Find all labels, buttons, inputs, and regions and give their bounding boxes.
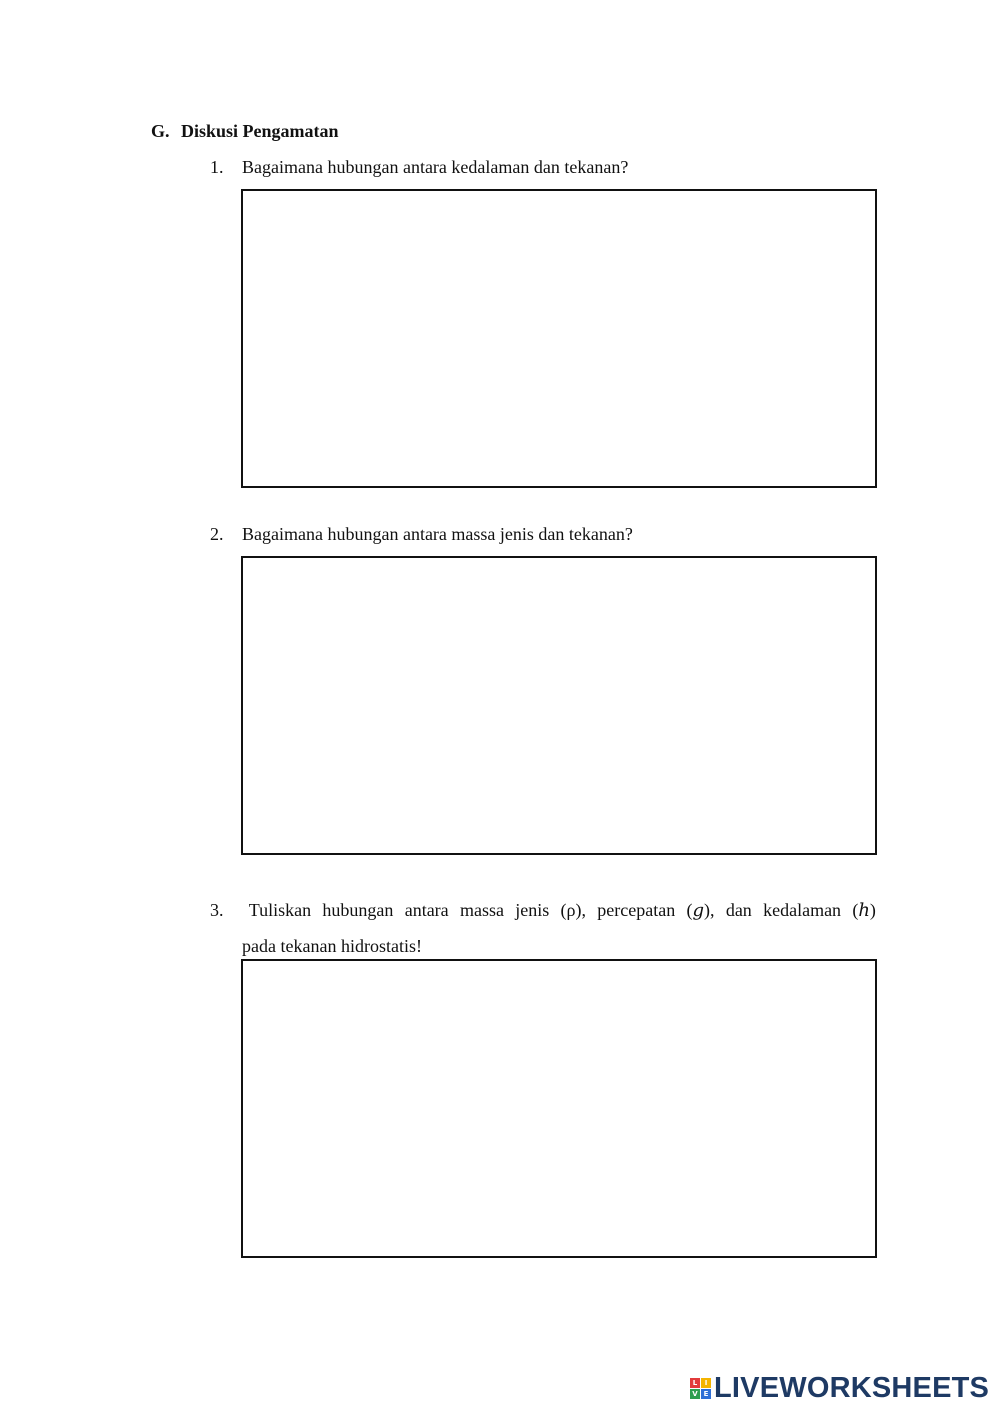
answer-box-2[interactable] <box>241 556 877 855</box>
question-text: Bagaimana hubungan antara massa jenis dan tekanan? <box>242 524 633 544</box>
logo-tile: V <box>690 1389 700 1399</box>
answer-box-1[interactable] <box>241 189 877 488</box>
question-word: kedalaman <box>763 900 842 920</box>
question-1 <box>210 157 628 178</box>
question-word: (ℎ) <box>852 900 876 920</box>
logo-tiles-icon <box>690 1378 711 1399</box>
question-3-line-1 <box>210 892 876 928</box>
question-word: percepatan <box>597 900 676 920</box>
logo-tile: I <box>701 1378 711 1388</box>
question-text: Bagaimana hubungan antara kedalaman dan tekanan? <box>242 157 629 177</box>
section-title: Diskusi Pengamatan <box>181 121 339 141</box>
question-word: antara <box>404 900 449 920</box>
logo-tile: E <box>701 1389 711 1399</box>
question-number: 1. <box>210 157 224 177</box>
question-word: hubungan <box>322 900 394 920</box>
question-number: 3. <box>210 900 224 920</box>
logo-wordmark: LIVEWORKSHEETS <box>714 1372 990 1404</box>
section-heading <box>151 121 339 142</box>
logo-tile: L <box>690 1378 700 1388</box>
question-2 <box>210 524 633 545</box>
liveworksheets-logo <box>690 1372 989 1405</box>
section-letter: G. <box>151 121 170 141</box>
question-word: massa <box>459 900 504 920</box>
question-word: (𝑔), <box>686 900 715 920</box>
question-number: 2. <box>210 524 224 544</box>
question-3-line-2: pada tekanan hidrostatis! <box>242 936 422 956</box>
question-word: (ρ), <box>560 900 586 920</box>
question-word: Tuliskan <box>248 900 312 920</box>
question-word: dan <box>725 900 752 920</box>
answer-box-3[interactable] <box>241 959 877 1258</box>
question-word: jenis <box>515 900 550 920</box>
question-3 <box>210 892 876 964</box>
